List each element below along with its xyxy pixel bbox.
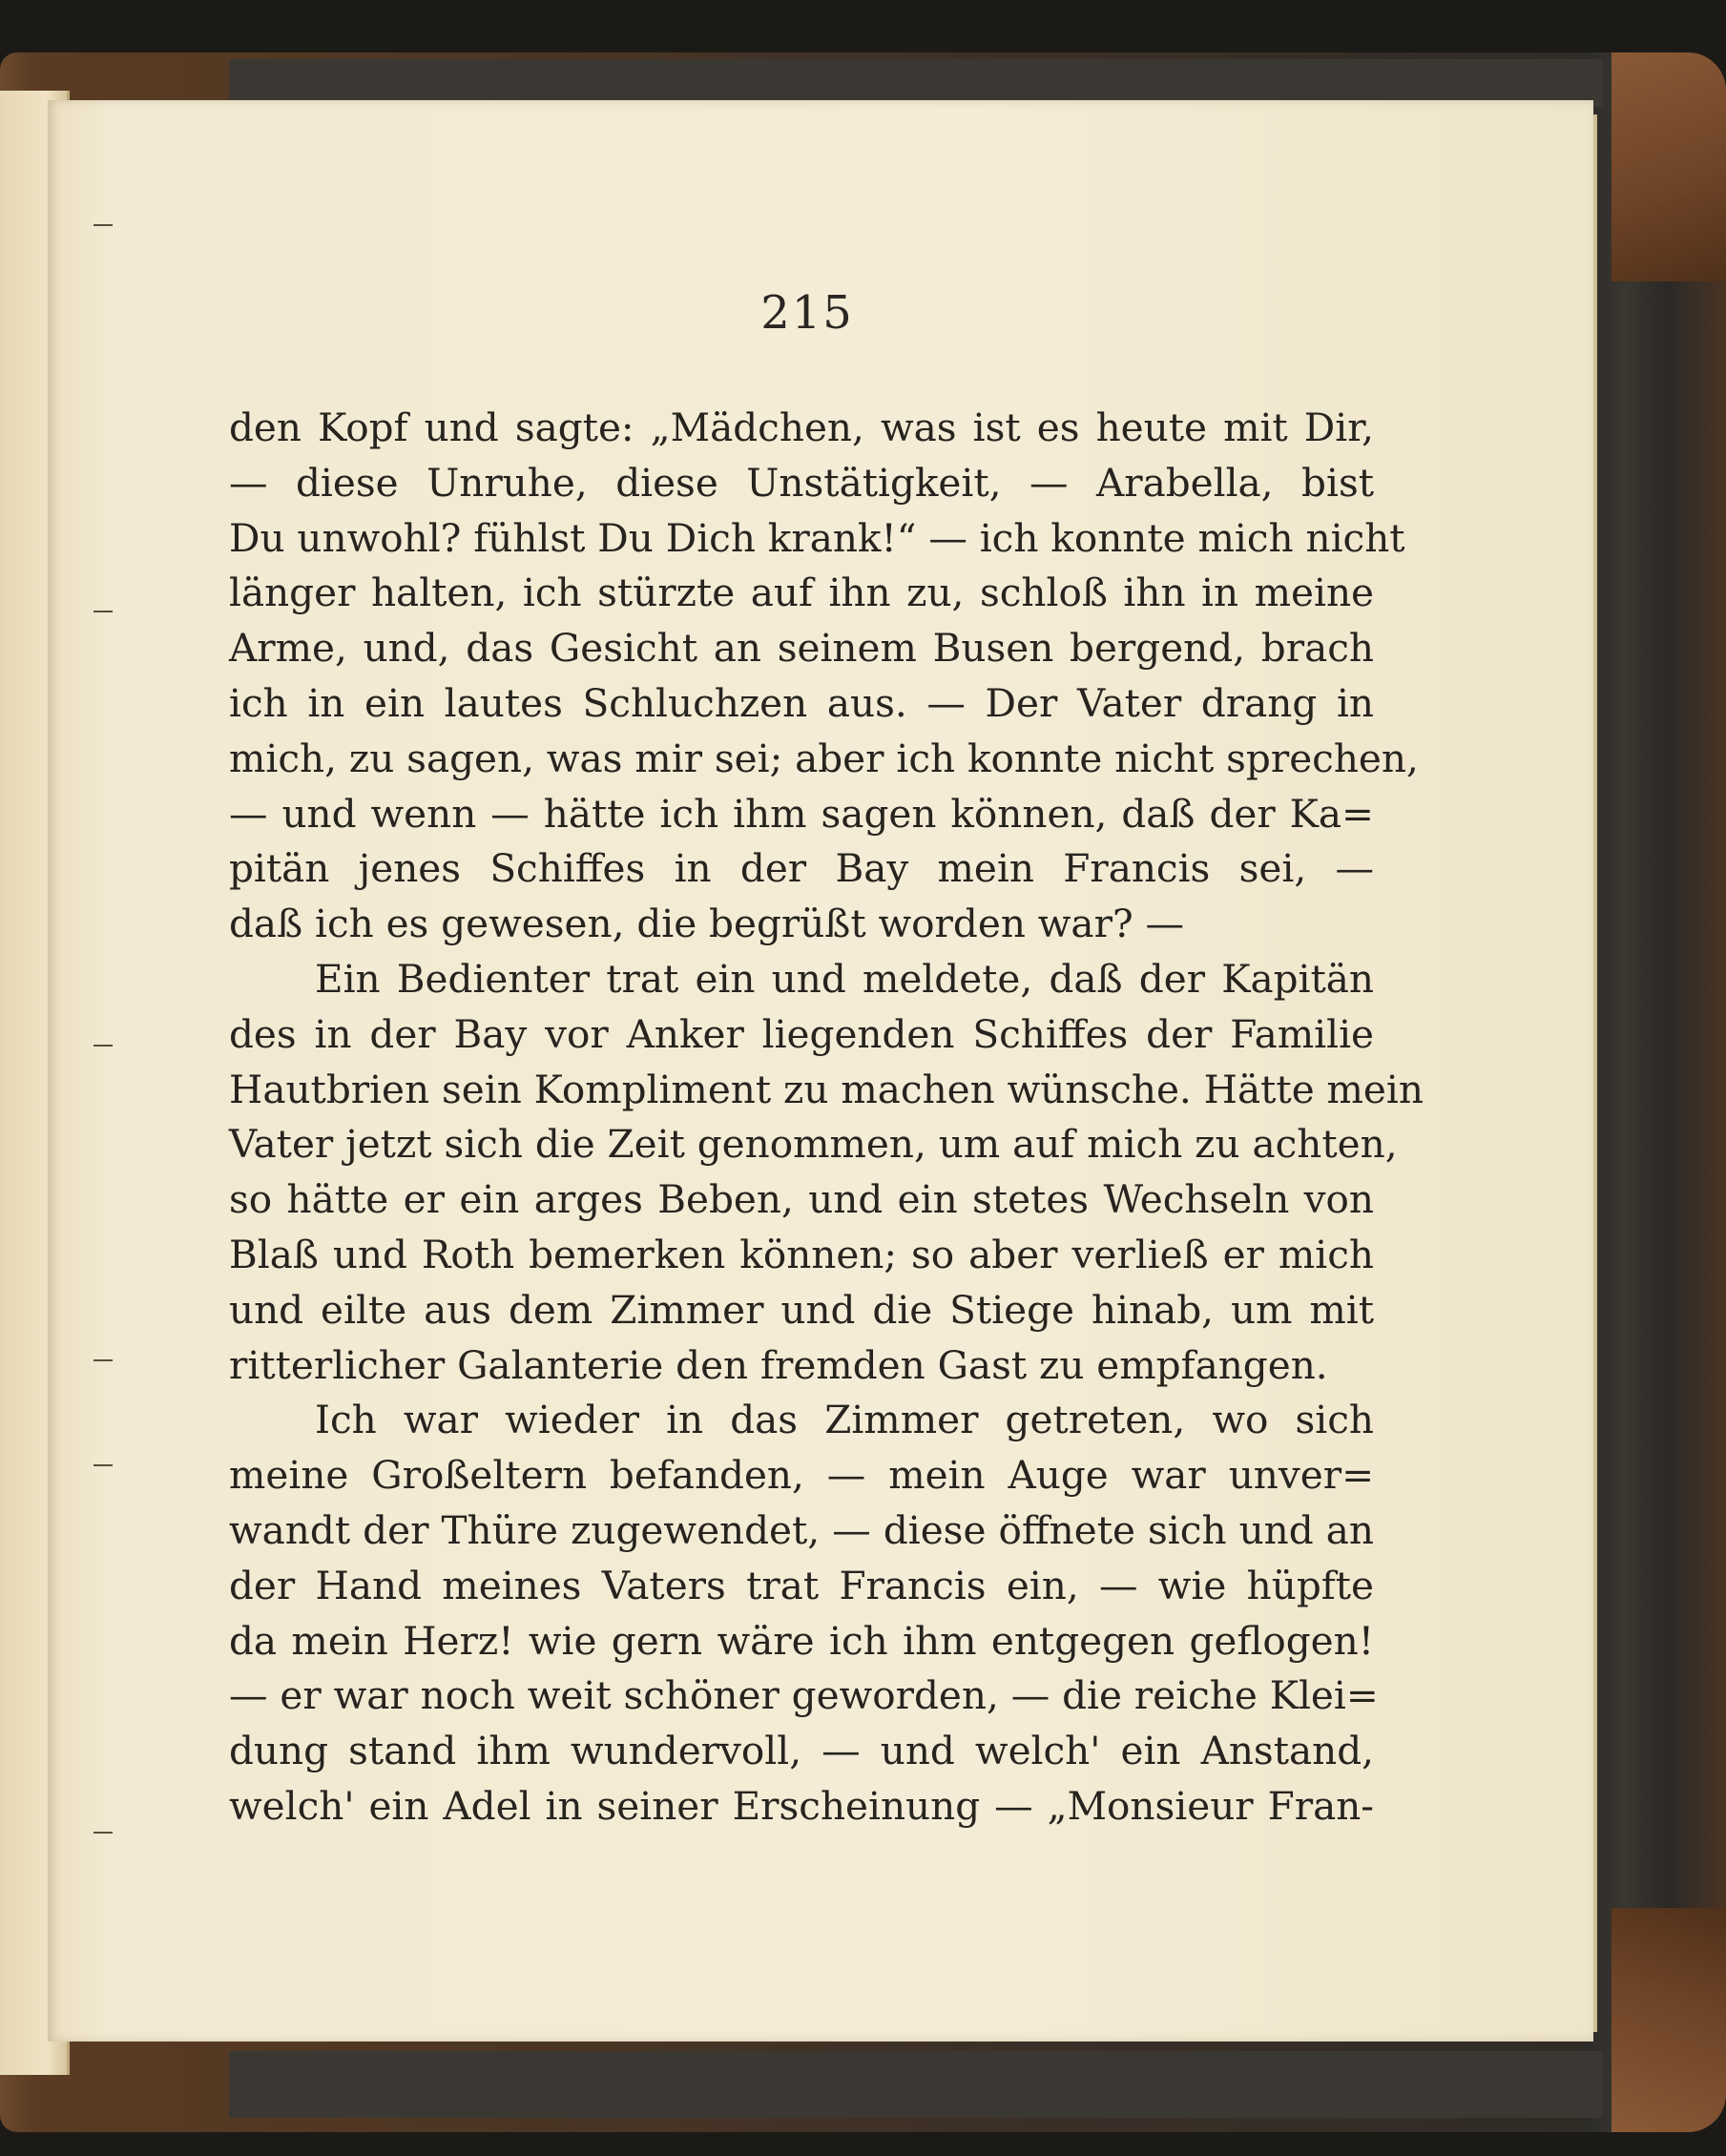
cover-right-edge xyxy=(1583,52,1726,2132)
text-line: — diese Unruhe, diese Unstätigkeit, — Arabella, bist xyxy=(229,459,1374,506)
gutter-mark xyxy=(94,1359,113,1361)
text-line: — und wenn — hätte ich ihm sagen können, daß der Ka= xyxy=(229,790,1374,837)
text-line: Du unwohl? fühlst Du Dich krank!“ — ich konnte mich nicht xyxy=(229,514,1405,561)
gutter-mark xyxy=(94,1832,113,1834)
text-line: mich, zu sagen, was mir sei; aber ich konnte nicht sprechen, xyxy=(229,735,1419,781)
page-number: 215 xyxy=(760,286,854,340)
text-line: den Kopf und sagte: „Mädchen, was ist es heute mit Dir, xyxy=(229,404,1374,450)
text-line: daß ich es gewesen, die begrüßt worden war? — xyxy=(229,901,1185,947)
text-line: so hätte er ein arges Beben, und ein stetes Wechseln von xyxy=(229,1176,1374,1223)
text-line: Vater jetzt sich die Zeit genommen, um auf mich zu achten, xyxy=(229,1121,1398,1168)
gutter-mark xyxy=(94,611,113,612)
text-line: ich in ein lautes Schluchzen aus. — Der Vater drang in xyxy=(229,679,1374,726)
text-line: pitän jenes Schiffes in der Bay mein Francis sei, — xyxy=(229,845,1374,892)
text-line: des in der Bay vor Anker liegenden Schiffes der Familie xyxy=(229,1010,1374,1057)
text-line: ritterlicher Galanterie den fremden Gast zu empfangen. xyxy=(229,1341,1328,1388)
text-line: und eilte aus dem Zimmer und die Stiege hinab, um mit xyxy=(229,1286,1374,1333)
text-line: welch' ein Adel in seiner Erscheinung — „Monsieur Fran- xyxy=(229,1782,1374,1829)
text-line: wandt der Thüre zugewendet, — diese öffnete sich und an xyxy=(229,1506,1374,1553)
text-line: Arme, und, das Gesicht an seinem Busen bergend, brach xyxy=(229,625,1374,672)
text-line: Ich war wieder in das Zimmer getreten, wo sich xyxy=(315,1397,1374,1443)
leather-corner-top xyxy=(1612,52,1726,281)
cover-bottom-strip xyxy=(229,2051,1603,2118)
leather-corner-bottom xyxy=(1612,1908,1726,2132)
gutter-mark xyxy=(94,224,113,226)
text-line: da mein Herz! wie gern wäre ich ihm entgegen geflogen! xyxy=(229,1617,1374,1664)
text-line: Hautbrien sein Kompliment zu machen wünsche. Hätte mein xyxy=(229,1066,1424,1112)
text-line: Blaß und Roth bemerken können; so aber verließ er mich xyxy=(229,1231,1374,1277)
body-text xyxy=(229,401,1424,1835)
gutter-mark xyxy=(94,1045,113,1047)
text-line: meine Großeltern befanden, — mein Auge war unver= xyxy=(229,1452,1374,1499)
text-line: dung stand ihm wundervoll, — und welch' ein Anstand, xyxy=(229,1728,1374,1774)
text-line: — er war noch weit schöner geworden, — die reiche Klei= xyxy=(229,1672,1379,1719)
text-line: der Hand meines Vaters trat Francis ein, — wie hüpfte xyxy=(229,1562,1374,1608)
text-line: länger halten, ich stürzte auf ihn zu, schloß ihn in meine xyxy=(229,570,1374,616)
text-line: Ein Bedienter trat ein und meldete, daß der Kapitän xyxy=(315,955,1374,1002)
gutter-mark xyxy=(94,1464,113,1466)
